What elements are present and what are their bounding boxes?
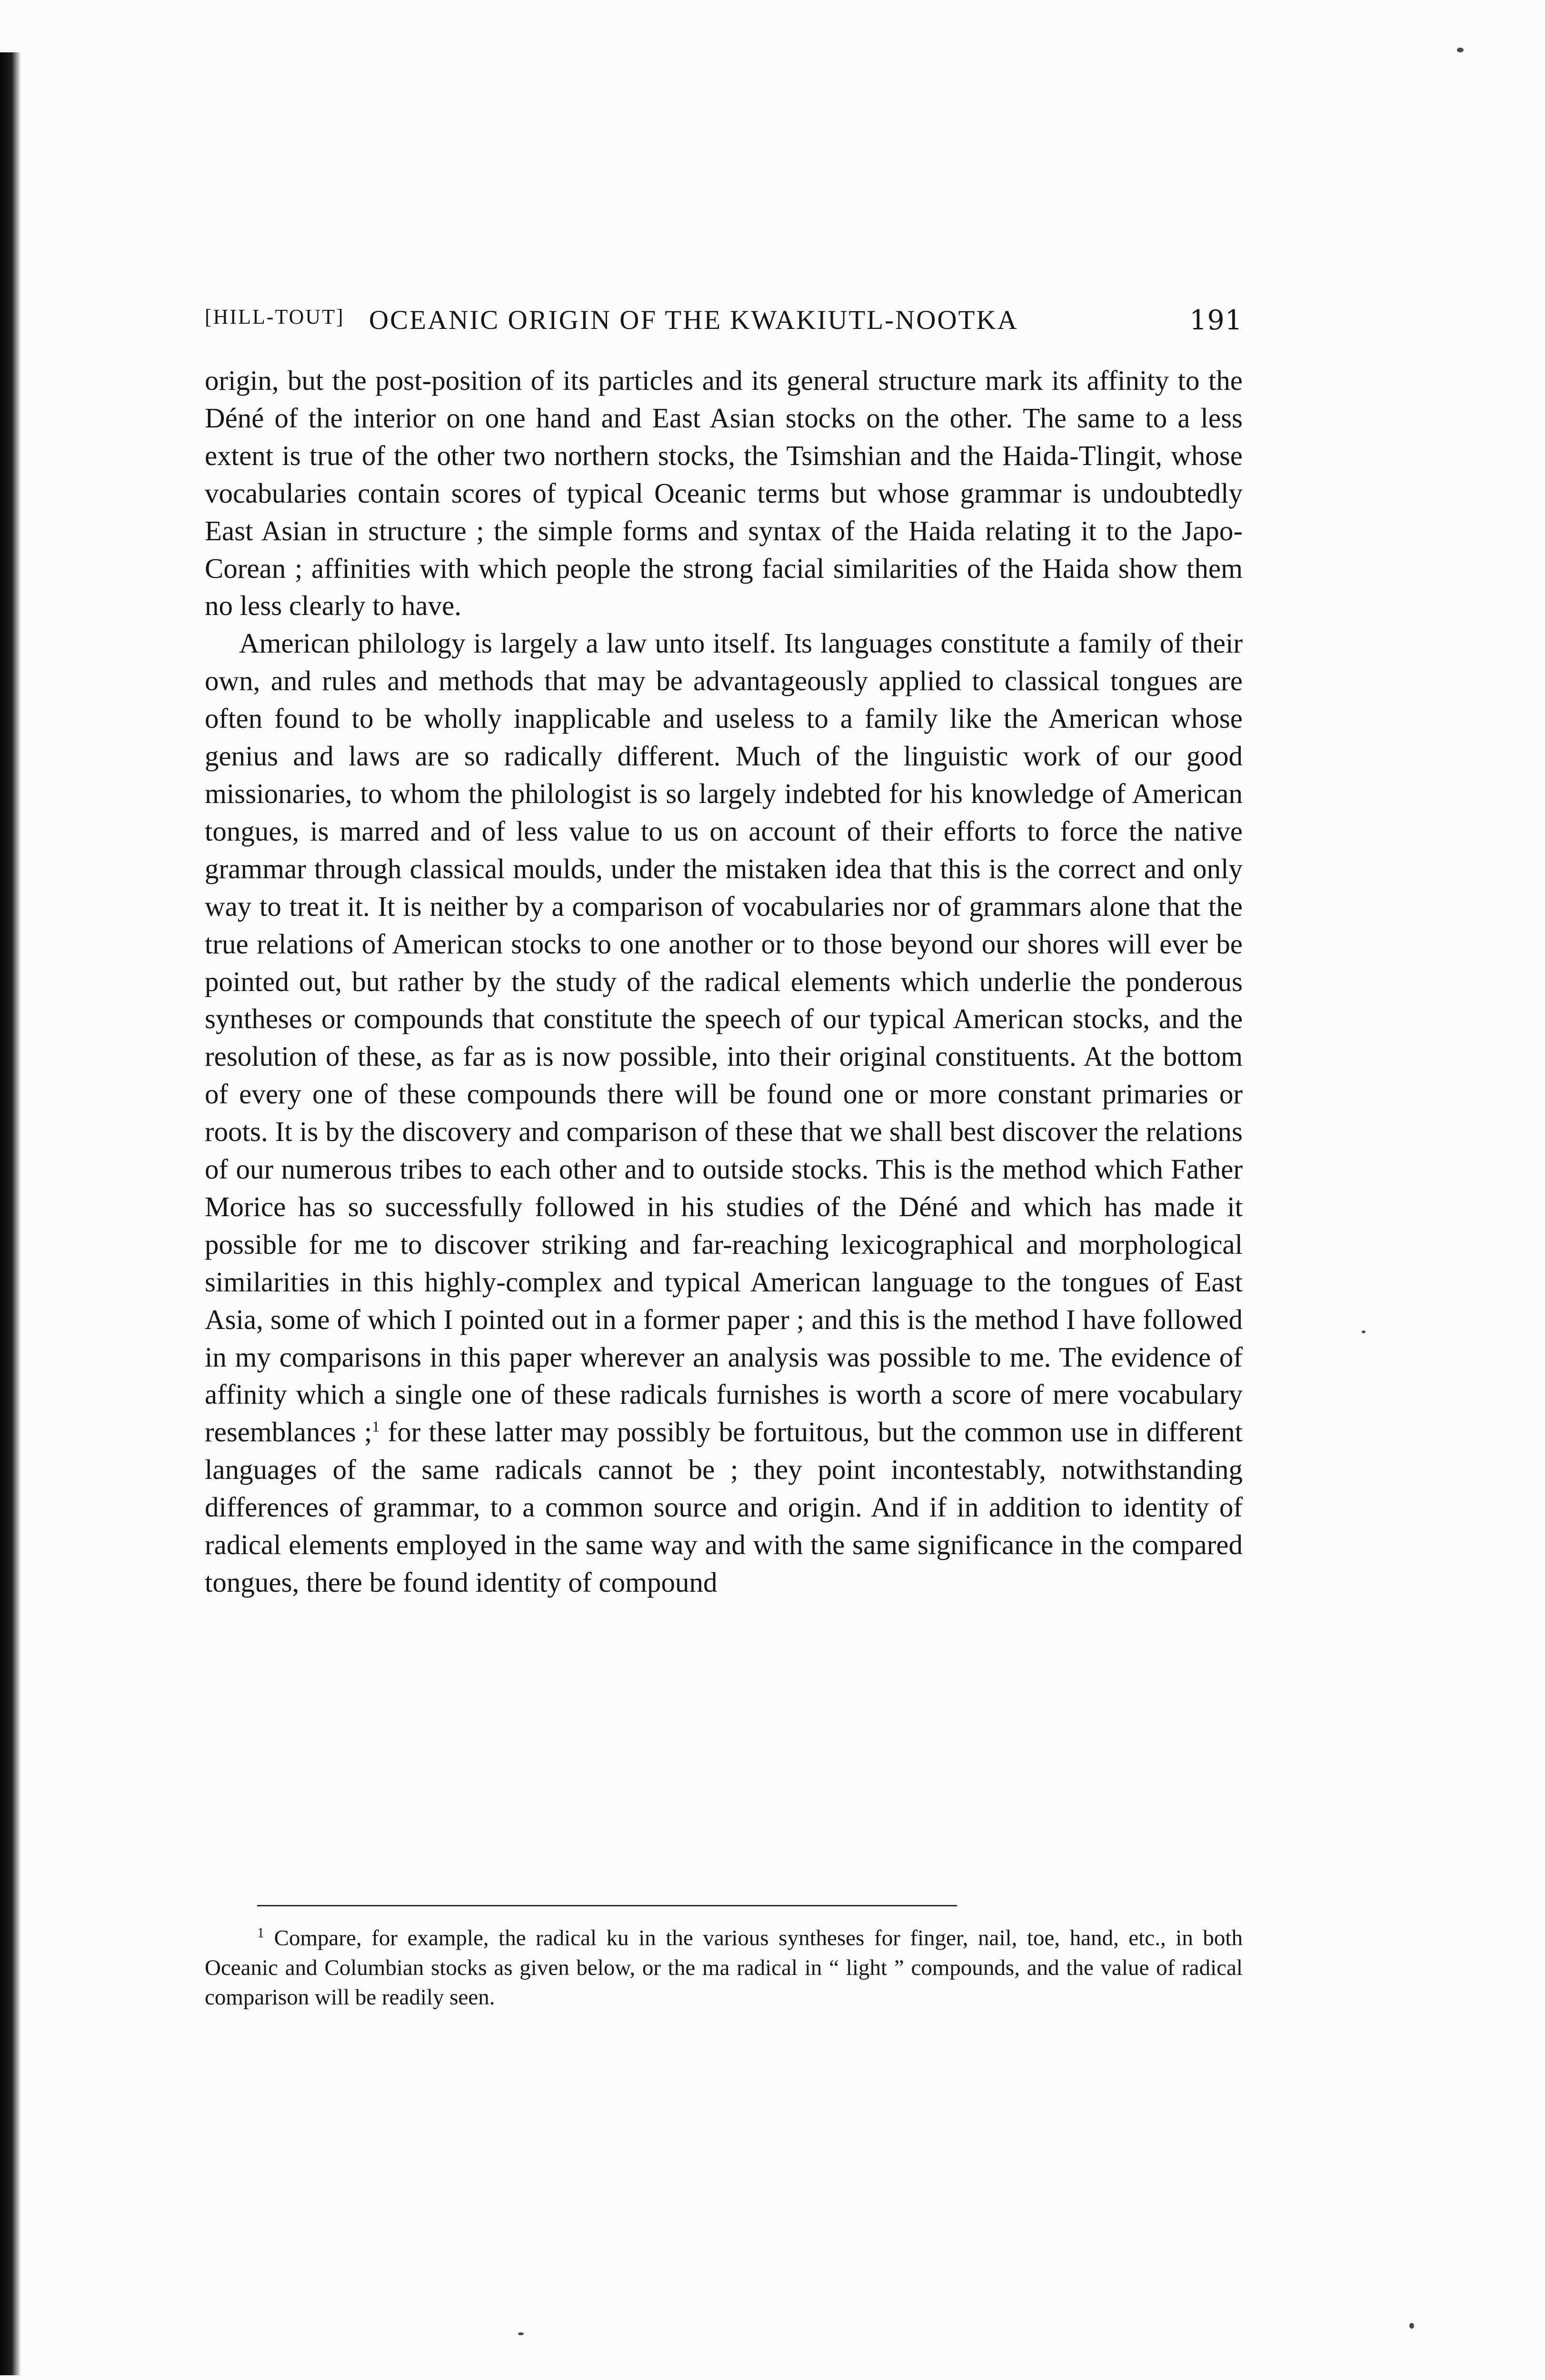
running-head [205, 305, 1243, 347]
binding-shadow [0, 52, 21, 2375]
scan-speck [518, 2332, 524, 2335]
scan-speck [1409, 2323, 1414, 2329]
scan-speck [1362, 1330, 1366, 1333]
scan-speck [1457, 48, 1464, 52]
body-text [205, 362, 1243, 1601]
paragraph [205, 625, 1243, 1601]
running-head-title: OCEANIC ORIGIN OF THE KWAKIUTL-NOOTKA [369, 305, 1018, 335]
footnote-text: Compare, for example, the radical ku in the various syntheses for finger, nail, toe, hand, etc., in both Oceanic and Columbian stocks as given below, or the ma radical in “ light ” compounds, and the value of radical comparison will be readily seen. [205, 1925, 1243, 2010]
page-number: 191 [1189, 305, 1243, 336]
footnote-mark: 1 [257, 1925, 264, 1941]
paragraph: origin, but the post-position of its particles and its general structure mark its affinity to the Déné of the interior on one hand and East Asian stocks on the other. The same to a less extent is true of the other two northern stocks, the Tsimshian and the Haida-Tlingit, whose vocabularies contain scores of typical Oceanic terms but whose grammar is undoubtedly East Asian in structure ; the simple forms and syntax of the Haida relating it to the Japo-Corean ; affinities with which people the strong facial similarities of the Haida show them no less clearly to have. [205, 365, 1243, 622]
footnote [205, 1918, 1243, 2012]
running-head-author: [HILL-TOUT] [205, 305, 345, 328]
footnote-reference: 1 [372, 1418, 380, 1435]
paragraph-text: American philology is largely a law unto itself. Its languages constitute a family of their own, and rules and methods that may be advantageously applied to classical tongues are often found to be wholly inapplicable and useless to a family like the American whose genius and laws are so radically different. Much of the linguistic work of our good missionaries, to whom the philologist is so largely indebted for his knowledge of American tongues, is marred and of less value to us on account of their efforts to force the native grammar through classical moulds, under the mistaken idea that this is the correct and only way to treat it. It is neither by a comparison of vocabularies nor of grammars alone that the true relations of American stocks to one another or to those beyond our shores will ever be pointed out, but rather by the study of the radical elements which underlie the ponderous syntheses or compounds that constitute the speech of our typical American stocks, and the resolution of these, as far as is now possible, into their original constituents. At the bottom of every one of these compounds there will be found one or more constant primaries or roots. It is by the discovery and comparison of these that we shall best discover the relations of our numerous tribes to each other and to outside stocks. This is the method which Father Morice has so successfully followed in his studies of the Déné and which has made it possible for me to discover striking and far-reaching lexicographical and morphological similarities in this highly-complex and typical American language to the tongues of East Asia, some of which I pointed out in a former paper ; and this is the method I have followed in my comparisons in this paper wherever an analysis was possible to me. The evidence of affinity which a single one of these radicals furnishes is worth a score of mere vocabulary resemblances ; [205, 627, 1243, 1448]
paragraph-text: for these latter may possibly be fortuitous, but the common use in different languages of the same radicals cannot be ; they point incontestably, notwithstanding differences of grammar, to a common source and origin. And if in addition to identity of radical elements employed in the same way and with the same significance in the compared tongues, there be found identity of compound [205, 1416, 1243, 1598]
footnote-rule [257, 1905, 957, 1906]
